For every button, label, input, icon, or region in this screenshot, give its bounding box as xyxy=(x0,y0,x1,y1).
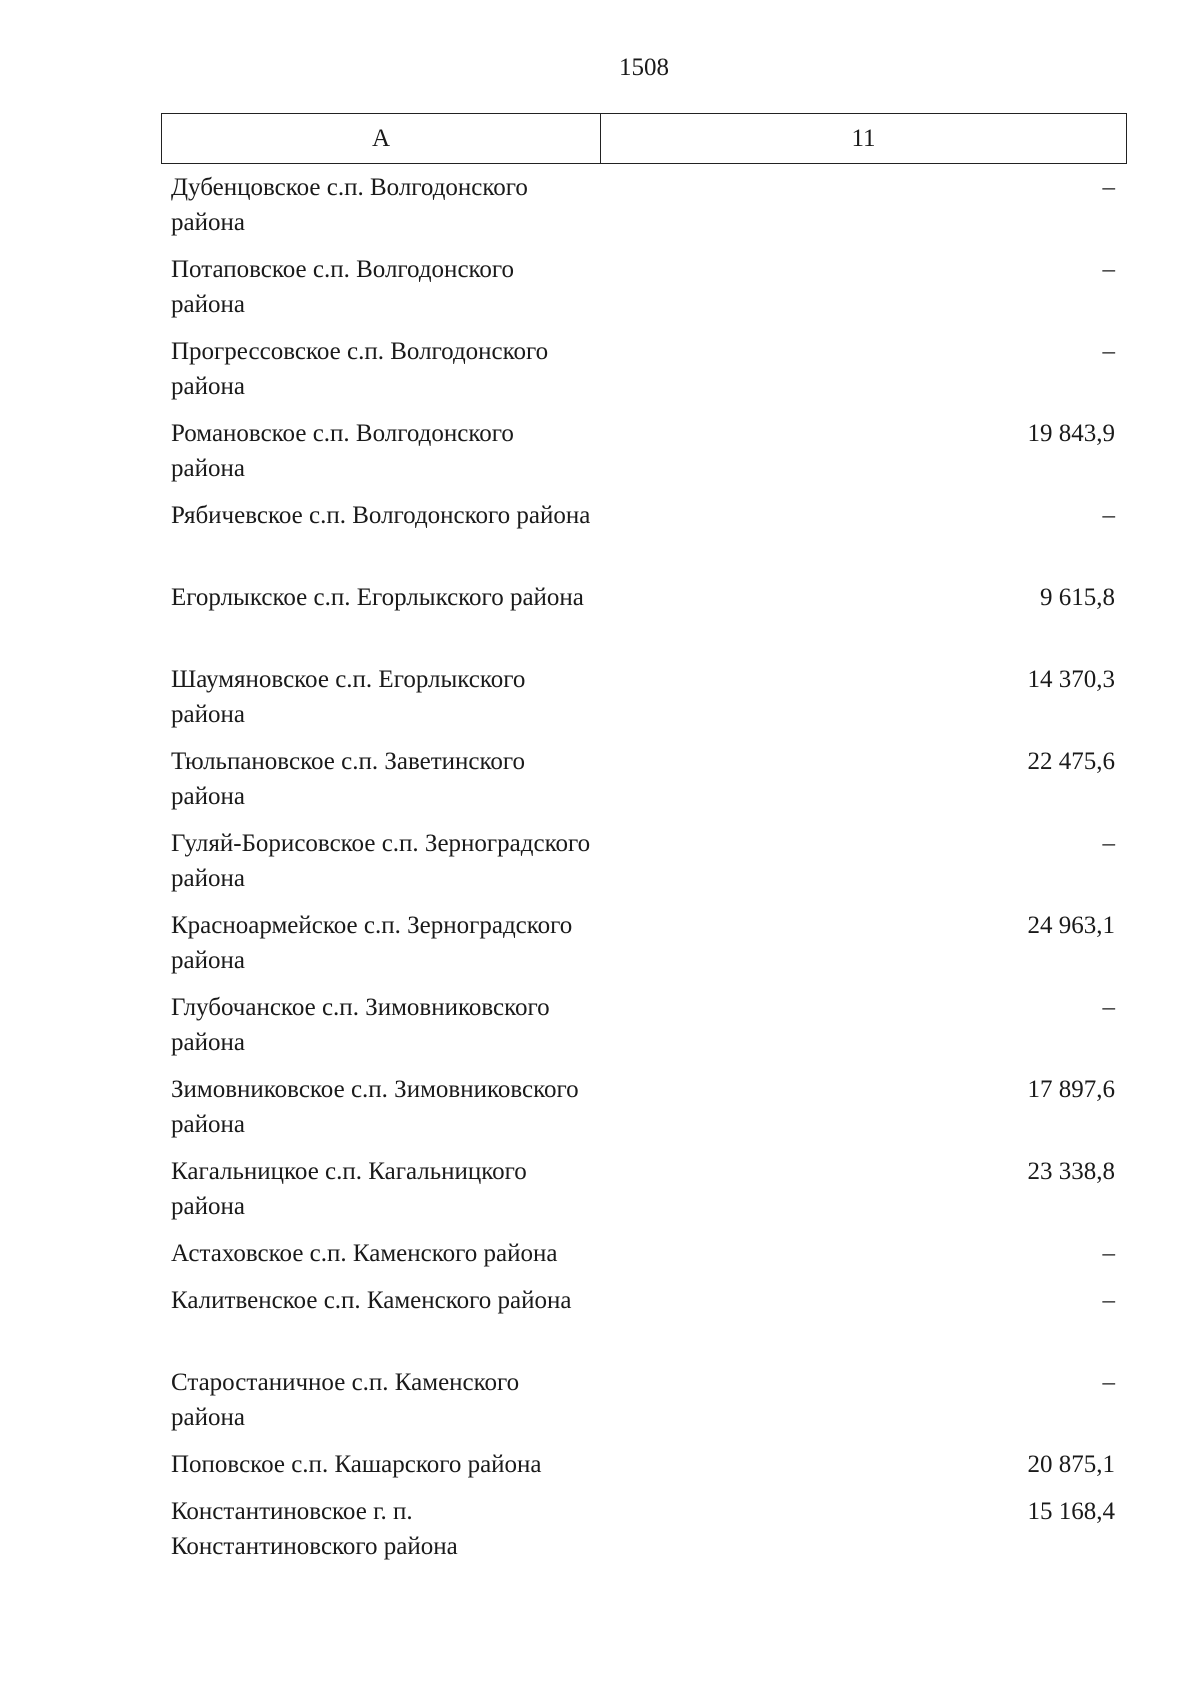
settlement-value: – xyxy=(1102,256,1115,283)
settlement-name: Кагальницкое с.п. Кагальницкого района xyxy=(171,1158,527,1220)
settlement-value: – xyxy=(1102,830,1115,857)
table-row xyxy=(161,1072,1127,1154)
settlement-value: 15 168,4 xyxy=(1027,1498,1115,1525)
settlement-value: – xyxy=(1102,338,1115,365)
table-row xyxy=(161,990,1127,1072)
settlement-name: Прогрессовское с.п. Волгодонского района xyxy=(171,338,549,400)
table-row xyxy=(161,580,1127,662)
settlement-value: 17 897,6 xyxy=(1027,1076,1115,1103)
table-row xyxy=(161,1283,1127,1365)
table-header xyxy=(161,113,1127,164)
table-row xyxy=(161,908,1127,990)
settlement-name: Егорлыкское с.п. Егорлыкского района xyxy=(171,584,584,611)
settlement-name: Потаповское с.п. Волгодонского района xyxy=(171,256,515,318)
column-header-a: А xyxy=(162,114,601,163)
settlement-name: Старостаничное с.п. Каменского района xyxy=(171,1369,520,1431)
table-row xyxy=(161,744,1127,826)
settlement-name: Глубочанское с.п. Зимовниковского района xyxy=(171,994,550,1056)
settlement-name: Константиновское г. п. Константиновского района xyxy=(171,1498,458,1560)
settlement-name: Астаховское с.п. Каменского района xyxy=(171,1240,558,1267)
table-row xyxy=(161,826,1127,908)
table-row xyxy=(161,1154,1127,1236)
settlement-name: Рябичевское с.п. Волгодонского района xyxy=(171,502,591,529)
table-row xyxy=(161,662,1127,744)
settlement-value: – xyxy=(1102,174,1115,201)
settlement-name: Шаумяновское с.п. Егорлыкского района xyxy=(171,666,526,728)
settlement-name: Романовское с.п. Волгодонского района xyxy=(171,420,514,482)
page-number: 1508 xyxy=(619,54,669,81)
settlement-value: – xyxy=(1102,502,1115,529)
settlement-name: Дубенцовское с.п. Волгодонского района xyxy=(171,174,528,236)
settlement-value: 14 370,3 xyxy=(1027,666,1115,693)
settlement-value: – xyxy=(1102,1240,1115,1267)
settlement-value: – xyxy=(1102,1287,1115,1314)
settlement-value: 20 875,1 xyxy=(1027,1451,1115,1478)
table-row xyxy=(161,252,1127,334)
settlement-value: 19 843,9 xyxy=(1027,420,1115,447)
data-table xyxy=(161,113,1127,1576)
table-body xyxy=(161,170,1127,1576)
settlement-value: 24 963,1 xyxy=(1027,912,1115,939)
table-row xyxy=(161,334,1127,416)
settlement-name: Красноармейское с.п. Зерноградского района xyxy=(171,912,573,974)
table-row xyxy=(161,1365,1127,1447)
settlement-name: Гуляй-Борисовское с.п. Зерноградского района xyxy=(171,830,591,892)
settlement-value: 23 338,8 xyxy=(1027,1158,1115,1185)
table-row xyxy=(161,1236,1127,1283)
table-row xyxy=(161,170,1127,252)
settlement-name: Зимовниковское с.п. Зимовниковского района xyxy=(171,1076,579,1138)
settlement-value: – xyxy=(1102,994,1115,1021)
settlement-value: 22 475,6 xyxy=(1027,748,1115,775)
settlement-name: Тюльпановское с.п. Заветинского района xyxy=(171,748,525,810)
settlement-value: – xyxy=(1102,1369,1115,1396)
table-row xyxy=(161,498,1127,580)
column-header-11: 11 xyxy=(851,124,876,152)
settlement-name: Поповское с.п. Кашарского района xyxy=(171,1451,542,1478)
table-row xyxy=(161,1447,1127,1494)
settlement-value: 9 615,8 xyxy=(1040,584,1115,611)
settlement-name: Калитвенское с.п. Каменского района xyxy=(171,1287,572,1314)
table-row xyxy=(161,1494,1127,1576)
table-row xyxy=(161,416,1127,498)
